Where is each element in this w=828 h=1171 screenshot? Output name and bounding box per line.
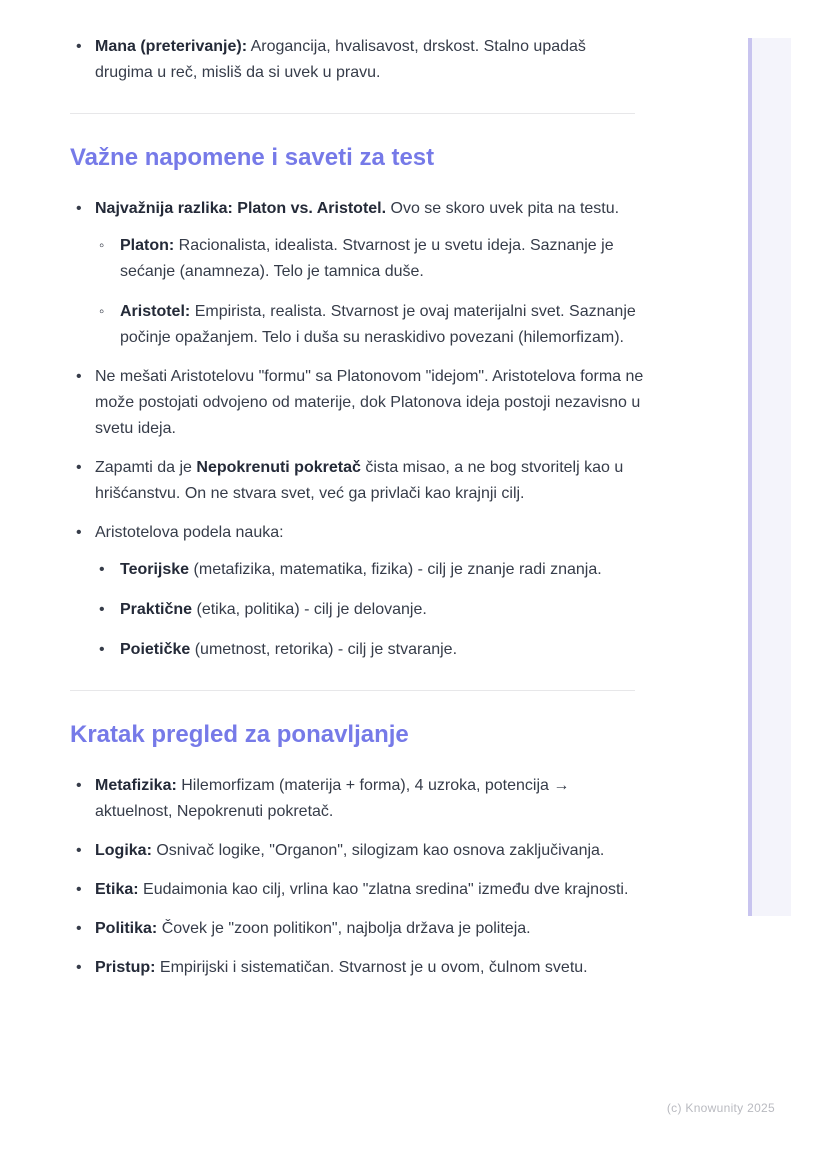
page-side-rail	[748, 38, 791, 916]
list-item	[70, 877, 648, 903]
section2-bullet-list	[70, 773, 648, 981]
list-item	[70, 916, 648, 942]
intro-bullet-list	[70, 34, 648, 86]
list-item-lead: Teorijske	[120, 561, 190, 578]
list-item-emphasis: Nepokrenuti pokretač	[196, 459, 361, 476]
list-item-text: Racionalista, idealista. Stvarnost je u svetu ideja. Saznanje je sećanje (anamneza). Telo je tamnica duše.	[120, 237, 614, 280]
list-item-lead: Politika:	[95, 920, 158, 937]
list-item-lead: Najvažnija razlika: Platon vs. Aristotel.	[95, 200, 387, 217]
list-item-lead: Poietičke	[120, 641, 191, 658]
list-item-text: Arogancija, hvalisavost, drskost. Stalno upadaš drugima u reč, misliš da si uvek u pravu.	[95, 38, 586, 81]
list-item-lead: Logika:	[95, 842, 152, 859]
list-item	[70, 520, 648, 663]
list-item-text: (metafizika, matematika, fizika) - cilj je znanje radi znanja.	[193, 561, 602, 578]
list-item	[95, 637, 648, 663]
section-divider	[70, 113, 635, 114]
list-item-text: Zapamti da je	[95, 459, 192, 476]
section-title-pregled: Kratak pregled za ponavljanje	[70, 721, 409, 748]
list-item-lead: Pristup:	[95, 959, 156, 976]
section1-bullet-list	[70, 196, 648, 663]
list-item-text: Hilemorfizam (materija + forma), 4 uzroka, potencija → aktuelnost, Nepokrenuti pokretač.	[95, 777, 570, 820]
list-item-text: Čovek je "zoon politikon", najbolja država je politeja.	[161, 920, 531, 937]
list-item	[70, 955, 648, 981]
nested-list	[95, 557, 648, 663]
nested-list	[95, 233, 648, 351]
list-item	[70, 196, 648, 351]
list-item	[70, 773, 648, 825]
note-content	[70, 34, 648, 994]
list-item-lead: Etika:	[95, 881, 139, 898]
list-item-text: čista misao, a ne bog stvoritelj kao u hrišćanstvu. On ne stvara svet, već ga privlači kao krajnji cilj.	[95, 459, 624, 502]
list-item-text: Ne mešati Aristotelovu "formu" sa Platonovom "idejom". Aristotelova forma ne može postojati odvojeno od materije, dok Platonova ideja postoji nezavisno u svetu ideja.	[95, 368, 644, 437]
list-item-text: Empirijski i sistematičan. Stvarnost je u ovom, čulnom svetu.	[159, 959, 588, 976]
list-item	[70, 838, 648, 864]
list-item-lead: Aristotel:	[120, 303, 191, 320]
list-item	[70, 364, 648, 442]
list-item-lead: Praktične	[120, 601, 193, 618]
copyright-notice: (c) Knowunity 2025	[666, 1101, 775, 1115]
list-item-text: Eudaimonia kao cilj, vrlina kao "zlatna sredina" između dve krajnosti.	[143, 881, 629, 898]
list-item	[95, 557, 648, 583]
section-title-napomene: Važne napomene i saveti za test	[70, 144, 435, 171]
list-item	[95, 597, 648, 623]
list-item-text: Osnivač logike, "Organon", silogizam kao osnova zaključivanja.	[156, 842, 605, 859]
list-item-lead: Platon:	[120, 237, 175, 254]
list-item-lead: Mana (preterivanje):	[95, 38, 248, 55]
list-item-text: (etika, politika) - cilj je delovanje.	[196, 601, 427, 618]
list-item	[70, 455, 648, 507]
list-item	[70, 34, 648, 86]
list-item	[95, 299, 648, 351]
list-item-lead: Metafizika:	[95, 777, 177, 794]
list-item-text: Aristotelova podela nauka:	[95, 524, 284, 541]
list-item-text: Empirista, realista. Stvarnost je ovaj materijalni svet. Saznanje počinje opažanjem. Telo i duša su neraskidivo povezani (hilemorfizam).	[120, 303, 636, 346]
section-divider	[70, 690, 635, 691]
list-item-text: (umetnost, retorika) - cilj je stvaranje.	[194, 641, 458, 658]
list-item-text: Ovo se skoro uvek pita na testu.	[390, 200, 620, 217]
list-item	[95, 233, 648, 285]
